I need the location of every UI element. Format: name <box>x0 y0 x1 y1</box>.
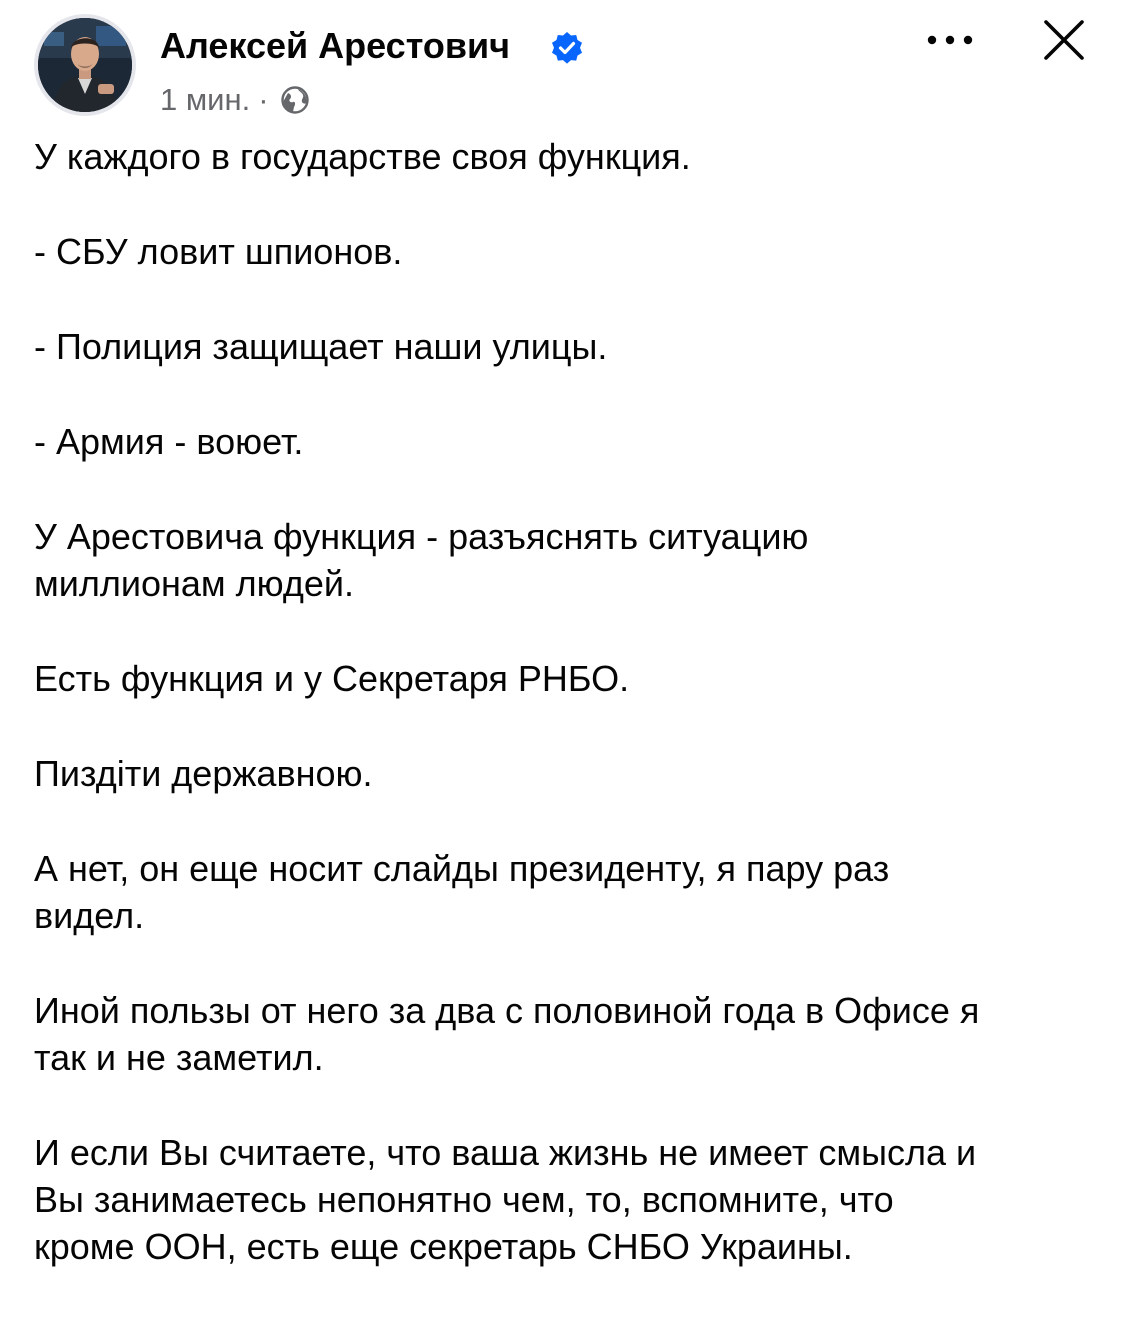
author-avatar[interactable] <box>34 14 136 116</box>
author-name[interactable]: Алексей Арестович <box>160 25 510 66</box>
post-meta <box>160 80 311 120</box>
post-text-line: А нет, он еще носит слайды президенту, я пару раз <box>34 848 890 889</box>
post-paragraph <box>34 655 1104 702</box>
avatar-photo <box>38 18 132 112</box>
post-text-line: Пиздіти державною. <box>34 753 373 794</box>
post-text-line: - СБУ ловит шпионов. <box>34 231 403 272</box>
verified-badge-icon <box>550 31 584 65</box>
post-text-line: кроме ООН, есть еще секретарь СНБО Украины. <box>34 1226 853 1267</box>
meta-separator: · <box>258 82 269 117</box>
post-text-line: И если Вы считаете, что ваша жизнь не имеет смысла и <box>34 1132 977 1173</box>
post-text <box>34 133 1104 1318</box>
post-paragraph <box>34 133 1104 180</box>
post-text-line: Иной пользы от него за два с половиной года в Офисе я <box>34 990 980 1031</box>
post-paragraph <box>34 323 1104 370</box>
post-text-line: видел. <box>34 895 145 936</box>
post-header <box>0 0 1122 125</box>
post-paragraph <box>34 750 1104 797</box>
post-timestamp[interactable]: 1 мин. <box>160 82 251 117</box>
globe-icon <box>279 84 311 116</box>
post-text-line: - Полиция защищает наши улицы. <box>34 326 608 367</box>
post-paragraph <box>34 845 1104 939</box>
post-text-line: Есть функция и у Секретаря РНБО. <box>34 658 630 699</box>
close-icon[interactable] <box>1040 16 1088 64</box>
post-text-line: миллионам людей. <box>34 563 355 604</box>
post-text-line: Вы занимаетесь непонятно чем, то, вспомните, что <box>34 1179 894 1220</box>
post-text-line: У каждого в государстве своя функция. <box>34 136 691 177</box>
post-paragraph <box>34 987 1104 1081</box>
post-text-line: - Армия - воюет. <box>34 421 304 462</box>
post-paragraph <box>34 513 1104 607</box>
post-paragraph <box>34 1129 1104 1270</box>
post-text-line: так и не заметил. <box>34 1037 324 1078</box>
post-paragraph <box>34 228 1104 275</box>
post-text-line: У Арестовича функция - разъяснять ситуацию <box>34 516 809 557</box>
post-paragraph <box>34 418 1104 465</box>
more-options-icon[interactable] <box>922 22 978 58</box>
